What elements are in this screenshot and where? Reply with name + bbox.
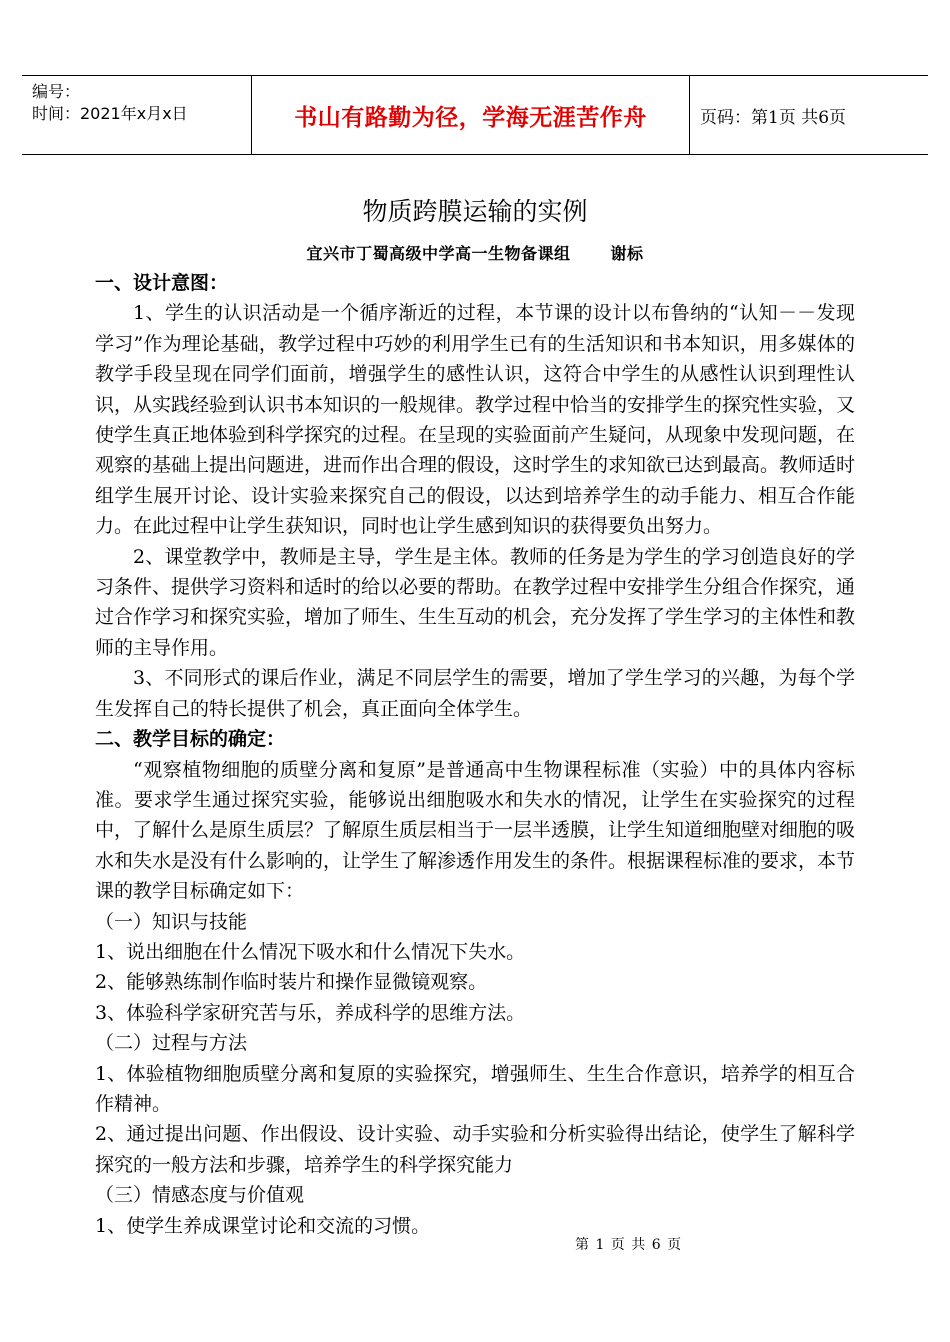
- page-footer: 第 1 页 共 6 页: [575, 1237, 683, 1253]
- list-item: 2、通过提出问题、作出假设、设计实验、动手实验和分析实验得出结论，使学生了解科学探究的一般方法和步骤，培养学生的科学探究能力: [95, 1123, 855, 1176]
- list-item: 1、体验植物细胞质壁分离和复原的实验探究，增强师生、生生合作意识，培养学的相互合作精神。: [95, 1062, 855, 1115]
- author-name: 谢标: [610, 244, 644, 263]
- page-code: 页码：第1页 共6页: [700, 107, 847, 128]
- document-title: 物质跨膜运输的实例: [362, 197, 588, 226]
- section-heading-design: 一、设计意图：: [95, 272, 229, 294]
- section-heading-goals: 二、教学目标的确定：: [95, 728, 286, 751]
- header-meta-cell: [22, 76, 252, 154]
- time-label: 时间：2021年x月x日: [32, 104, 188, 123]
- header-page-cell: [690, 76, 928, 154]
- paragraph: 1、学生的认识活动是一个循序渐近的过程，本节课的设计以布鲁纳的“认知－－发现学习”作为理论基础，教学过程中巧妙的利用学生已有的生活知识和书本知识，用多媒体的教学手段呈现在同学们面前，增强学生的感性认识，这符合中学生的从感性认识到理性认识，从实践经验到认识书本知识的一般规律。教学过程中恰当的安排学生的探究性实验，又使学生真正地体验到科学探究的过程。在呈现的实验面前产生疑问，从现象中发现问题，在观察的基础上提出问题进，进而作出合理的假设，这时学生的求知欲已达到最高。教师适时组学生展开讨论、设计实验来探究自己的假设，以达到培养学生的动手能力、相互合作能力。在此过程中让学生获知识，同时也让学生感到知识的获得要负出努力。: [95, 302, 856, 538]
- author-school: 宜兴市丁蜀高级中学高一生物备课组: [306, 244, 571, 263]
- paragraph: “观察植物细胞的质壁分离和复原”是普通高中生物课程标准（实验）中的具体内容标准。要求学生通过探究实验，能够说出细胞吸水和失水的情况，让学生在实验探究的过程中，了解什么是原生质层？了解原生质层相当于一层半透膜，让学生知道细胞壁对细胞的吸水和失水是没有什么影响的，让学生了解渗透作用发生的条件。根据课程标准的要求，本节课的教学目标确定如下：: [95, 758, 856, 903]
- paragraph: 3、不同形式的课后作业，满足不同层学生的需要，增加了学生学习的兴趣，为每个学生发挥自己的特长提供了机会，真正面向全体学生。: [95, 667, 855, 720]
- subheading-knowledge: （一）知识与技能: [95, 910, 248, 933]
- motto: 书山有路勤为径，学海无涯苦作舟: [294, 104, 647, 131]
- number-label: 编号：: [32, 82, 81, 101]
- subheading-attitude: （三）情感态度与价值观: [95, 1184, 305, 1207]
- list-item: 1、说出细胞在什么情况下吸水和什么情况下失水。: [95, 940, 526, 963]
- paragraph: 2、课堂教学中，教师是主导，学生是主体。教师的任务是为学生的学习创造良好的学习条件、提供学习资料和适时的给以必要的帮助。在教学过程中安排学生分组合作探究，通过合作学习和探究实验，增加了师生、生生互动的机会，充分发挥了学生学习的主体性和教师的主导作用。: [95, 545, 856, 659]
- header-table: [22, 75, 928, 155]
- subheading-process: （二）过程与方法: [95, 1032, 248, 1055]
- list-item: 2、能够熟练制作临时装片和操作显微镜观察。: [95, 971, 488, 994]
- list-item: 1、使学生养成课堂讨论和交流的习惯。: [95, 1214, 431, 1237]
- list-item: 3、体验科学家研究苦与乐，养成科学的思维方法。: [95, 1001, 526, 1024]
- author-line: [0, 241, 950, 264]
- header-motto-cell: [252, 76, 690, 154]
- document-body: [95, 268, 855, 1241]
